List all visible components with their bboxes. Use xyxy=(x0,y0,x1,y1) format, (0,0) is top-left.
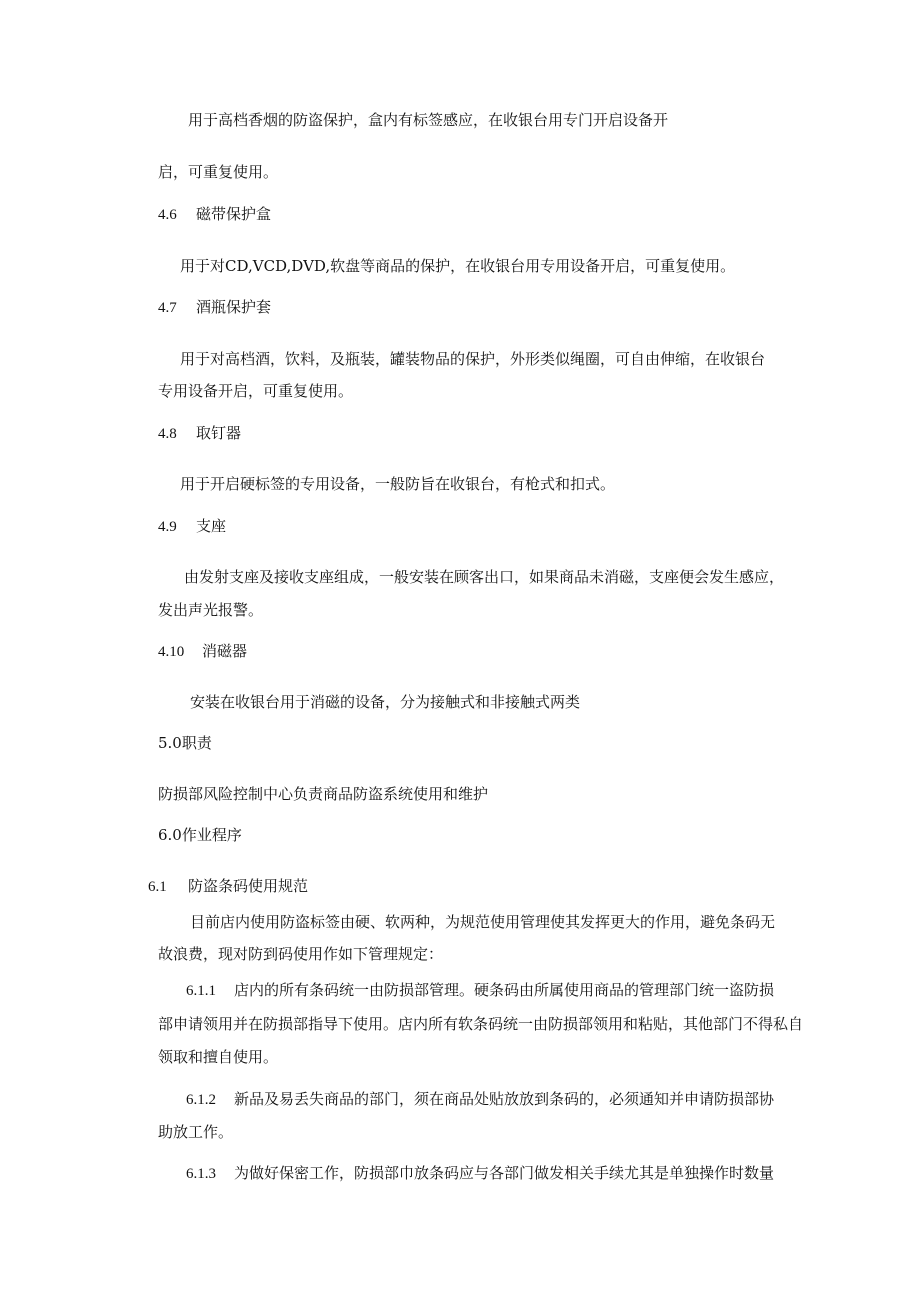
heading-4-7-title: 酒瓶保护套 xyxy=(196,298,272,316)
clause-6-1-2-line-2: 助放工作。 xyxy=(158,1123,234,1141)
paragraph-4-9-line-2: 发出声光报警。 xyxy=(158,601,264,619)
heading-4-9 xyxy=(158,516,226,537)
paragraph-6-1-line-2: 故浪费，现对防到码使用作如下管理规定： xyxy=(158,945,444,963)
paragraph-6-1-line-1: 目前店内使用防盗标签由硬、软两种，为规范使用管理使其发挥更大的作用，避免条码无 xyxy=(190,913,776,931)
paragraph-4-9-line-1: 由发射支座及接收支座组成，一般安装在顾客出口，如果商品未消磁，支座便会发生感应， xyxy=(184,568,785,586)
paragraph-4-10-line-1: 安装在收银台用于消磁的设备，分为接触式和非接触式两类 xyxy=(190,693,581,711)
clause-6-1-3-text: 为做好保密工作，防损部巾放条码应与各部门做发相关手续尤其是单独操作时数量 xyxy=(234,1164,775,1182)
clause-6-1-3-line-1 xyxy=(186,1163,774,1184)
heading-4-9-number: 4.9 xyxy=(158,519,177,535)
heading-4-7-number: 4.7 xyxy=(158,300,177,316)
clause-6-1-2-text: 新品及易丢失商品的部门，须在商品处贴放放到条码的，必须通知并申请防损部协 xyxy=(234,1090,775,1108)
heading-4-6 xyxy=(158,204,271,225)
heading-4-8-title: 取钉器 xyxy=(196,424,242,442)
heading-4-6-number: 4.6 xyxy=(158,207,177,223)
heading-4-8 xyxy=(158,423,241,444)
heading-4-7 xyxy=(158,297,271,318)
clause-6-1-1-line-2: 部申请领用并在防损部指导下使用。店内所有软条码统一由防损部领用和粘贴，其他部门不得私自 xyxy=(158,1015,804,1033)
heading-6-1-title: 防盗条码使用规范 xyxy=(188,877,309,895)
paragraph-4-5-line-2: 启，可重复使用。 xyxy=(158,163,279,181)
heading-4-6-title: 磁带保护盒 xyxy=(196,205,272,223)
heading-4-10-number: 4.10 xyxy=(158,644,185,660)
paragraph-4-7-line-2: 专用设备开启，可重复使用。 xyxy=(158,382,354,400)
paragraph-4-7-line-1: 用于对高档酒，饮料，及瓶装，罐装物品的保护，外形类似绳圈，可自由伸缩，在收银台 xyxy=(180,350,766,368)
clause-6-1-1-line-1 xyxy=(186,980,774,1001)
heading-6-1 xyxy=(148,876,308,897)
clause-6-1-1-number: 6.1.1 xyxy=(186,983,216,999)
clause-6-1-3-number: 6.1.3 xyxy=(186,1166,216,1182)
heading-4-9-title: 支座 xyxy=(196,517,227,535)
heading-4-10-title: 消磁器 xyxy=(202,642,248,660)
clause-6-1-2-number: 6.1.2 xyxy=(186,1092,216,1108)
heading-4-10 xyxy=(158,641,247,662)
section-heading-6-0: 6.0作业程序 xyxy=(158,826,242,844)
clause-6-1-1-text: 店内的所有条码统一由防损部管理。硬条码由所属使用商品的管理部门统一盗防损 xyxy=(234,981,775,999)
clause-6-1-2-line-1 xyxy=(186,1089,774,1110)
paragraph-5-0-line-1: 防损部风险控制中心负责商品防盗系统使用和维护 xyxy=(158,785,489,803)
section-heading-5-0: 5.0职责 xyxy=(158,734,212,752)
heading-4-8-number: 4.8 xyxy=(158,426,177,442)
clause-6-1-1-line-3: 领取和擅自使用。 xyxy=(158,1048,279,1066)
heading-6-1-number: 6.1 xyxy=(148,879,167,895)
paragraph-4-6-line-1: 用于对CD,VCD,DVD,软盘等商品的保护，在收银台用专用设备开启，可重复使用。 xyxy=(180,257,736,275)
paragraph-4-8-line-1: 用于开启硬标签的专用设备，一般防旨在收银台，有枪式和扣式。 xyxy=(180,475,616,493)
paragraph-4-5-line-1: 用于高档香烟的防盗保护，盒内有标签感应，在收银台用专门开启设备开 xyxy=(188,111,669,129)
